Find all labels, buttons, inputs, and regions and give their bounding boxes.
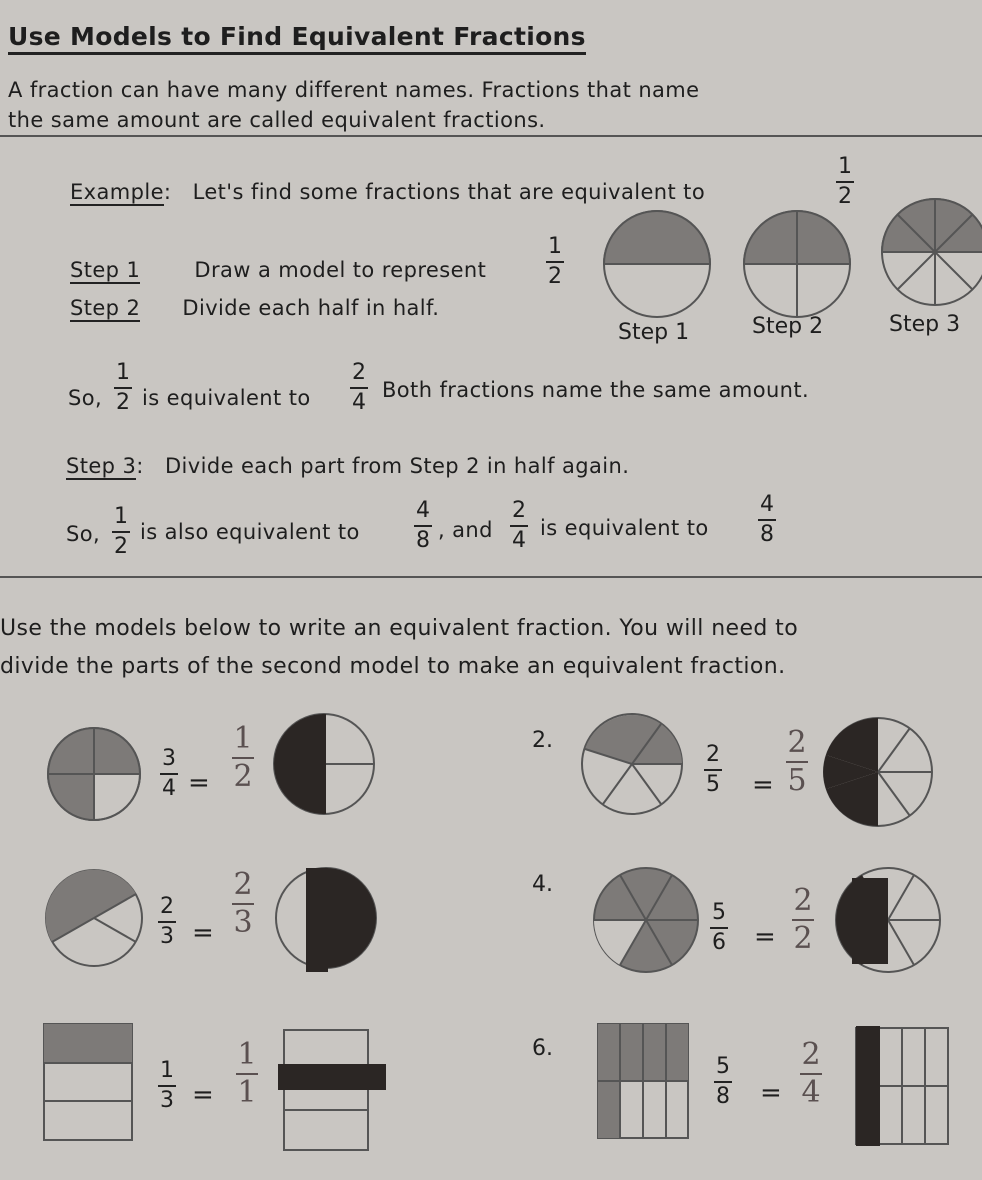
step1-fraction: 1 2: [548, 234, 562, 289]
problem-4-answer-model: [836, 868, 940, 972]
instruction-line-1: Use the models below to write an equivalent fraction. You will need to: [0, 616, 799, 641]
step3-line: Step 3: Divide each part from Step 2 in half again.: [66, 454, 630, 478]
so2-fraction-d: 4 8: [760, 492, 774, 547]
problem-2-number: 2.: [532, 728, 553, 753]
step1-label: Step 1: [70, 258, 141, 282]
problem-3-equals: =: [192, 918, 214, 948]
so2-mid: is also equivalent to: [140, 520, 360, 544]
problem-4-answer-fraction[interactable]: 2 2: [793, 883, 813, 956]
problem-6-number: 6.: [532, 1036, 553, 1061]
so2-fraction-a: 1 2: [114, 504, 128, 559]
problem-2-equals: =: [752, 770, 774, 800]
so1-mid: is equivalent to: [142, 386, 311, 410]
so2-mid2: is equivalent to: [540, 516, 709, 540]
instruction-line-2: divide the parts of the second model to make an equivalent fraction.: [0, 654, 786, 679]
problem-2-given-fraction: 2 5: [706, 742, 720, 797]
step3-label: Step 3: [66, 454, 137, 478]
problem-4-equals: =: [754, 922, 776, 952]
step1-text: Draw a model to represent: [194, 258, 487, 282]
so2-fraction-b: 4 8: [416, 498, 430, 553]
problem-5-answer-fraction[interactable]: 1 1: [237, 1037, 257, 1110]
problem-4-number: 4.: [532, 872, 553, 897]
example-line: Example: Let's find some fractions that are equivalent to: [70, 180, 706, 204]
step2-label: Step 2: [70, 296, 141, 320]
so1-suffix: Both fractions name the same amount.: [382, 378, 810, 402]
problem-1-answer-fraction[interactable]: 1 2: [233, 721, 253, 794]
step3-text: Divide each part from Step 2 in half again.: [164, 454, 630, 478]
problem-1-given-model: [48, 728, 140, 820]
so2-prefix: So,: [66, 522, 101, 546]
example-label: Example: [70, 180, 164, 204]
caption-step3: Step 3: [889, 312, 961, 337]
problem-3-answer-model: [276, 868, 376, 972]
problem-2-given-model: [582, 714, 682, 814]
problem-4-given-model: [594, 868, 698, 972]
example-text: Let's find some fractions that are equivalent to: [192, 180, 706, 204]
so1-prefix: So,: [68, 386, 103, 410]
problem-5-given-model: [44, 1024, 132, 1140]
so1-fraction-a: 1 2: [116, 360, 130, 415]
problem-3-given-fraction: 2 3: [160, 894, 174, 949]
problem-5-answer-model: [278, 1030, 386, 1150]
problem-6-equals: =: [760, 1078, 782, 1108]
problem-4-given-fraction: 5 6: [712, 900, 726, 955]
problem-5-equals: =: [192, 1080, 214, 1110]
example-target-fraction: 1 2: [838, 154, 852, 209]
problem-3-given-model: [46, 870, 142, 966]
problem-6-given-model: [598, 1024, 688, 1138]
so1-fraction-b: 2 4: [352, 360, 366, 415]
problem-2-answer-model: [823, 718, 932, 826]
problem-6-answer-fraction[interactable]: 2 4: [801, 1037, 821, 1110]
step2-text: Divide each half in half.: [182, 296, 440, 320]
so2-fraction-c: 2 4: [512, 498, 526, 553]
intro-line-2: the same amount are called equivalent fractions.: [8, 108, 546, 132]
problem-1-answer-model: [274, 714, 374, 814]
intro-line-1: A fraction can have many different names. Fractions that name: [8, 78, 700, 102]
problem-3-answer-fraction[interactable]: 2 3: [233, 867, 253, 940]
page-title: Use Models to Find Equivalent Fractions: [8, 22, 586, 55]
problem-6-answer-model: [856, 1026, 948, 1146]
caption-step2: Step 2: [752, 314, 824, 339]
so2-and: , and: [438, 518, 493, 542]
caption-step1: Step 1: [618, 320, 690, 345]
problem-5-given-fraction: 1 3: [160, 1058, 174, 1113]
problem-2-answer-fraction[interactable]: 2 5: [787, 725, 807, 798]
problem-1-given-fraction: 3 4: [162, 746, 176, 801]
problem-6-given-fraction: 5 8: [716, 1054, 730, 1109]
problem-1-equals: =: [188, 768, 210, 798]
